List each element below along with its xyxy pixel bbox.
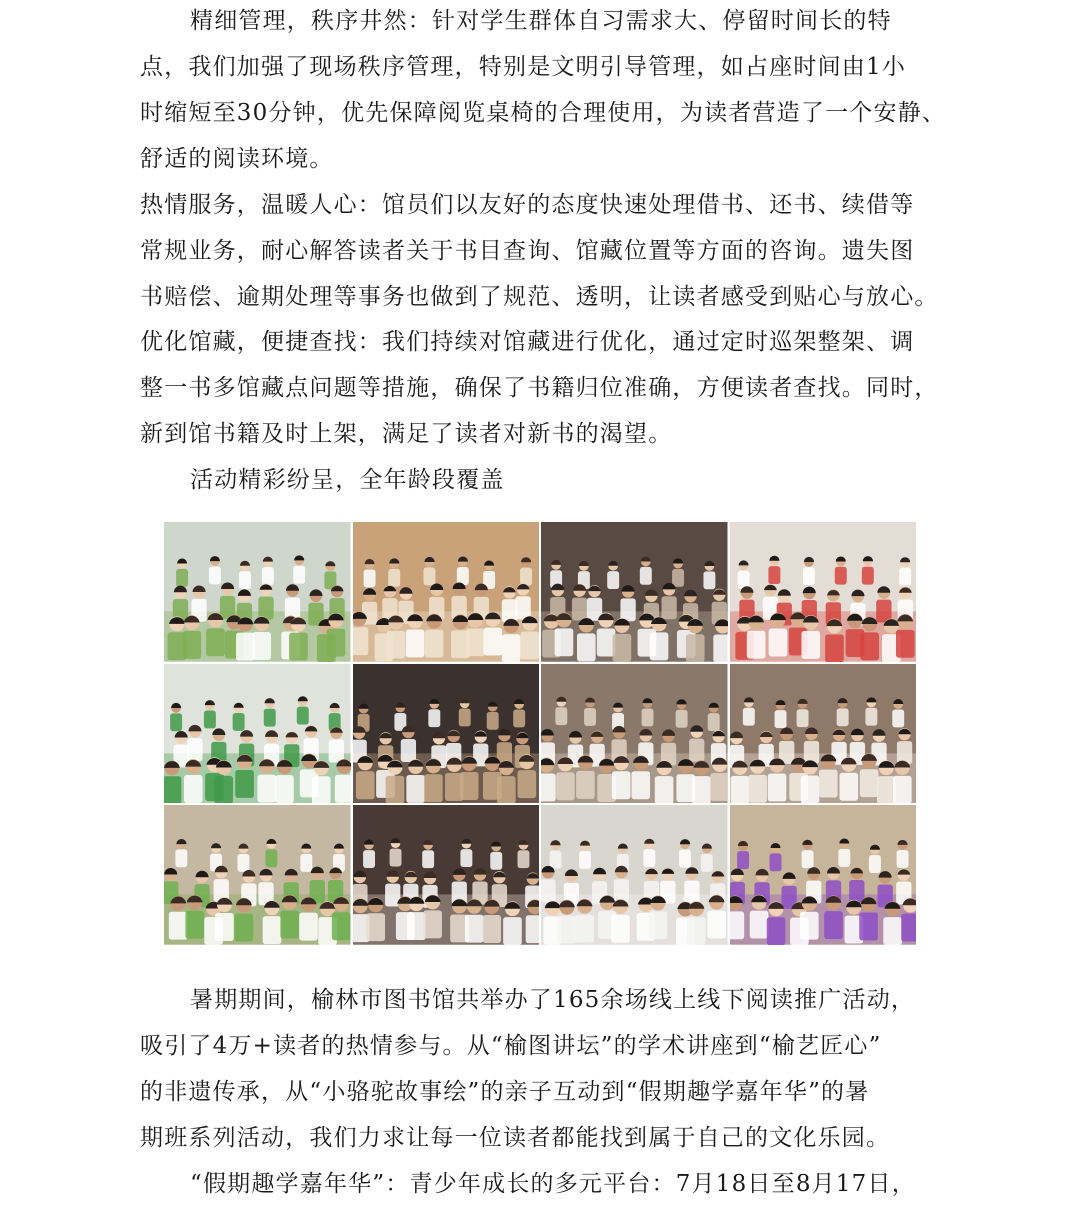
teacher-with-child-purple-photo [730,805,917,945]
lecture-hall-stage-photo [353,664,540,804]
p2-line-3: 书赔偿、逾期处理等事务也做到了规范、透明，让读者感受到贴心与放心。 [140,284,939,310]
p2-line-2: 常规业务，耐心解答读者关于书目查询、馆藏位置等方面的咨询。遗失图 [140,238,915,264]
auditorium-screen-photo [353,805,540,945]
lecture-audience-photo [541,664,728,804]
p3-line-3: 新到馆书籍及时上架，满足了读者对新书的渴望。 [140,421,673,447]
p1-line-1: 精细管理，秩序井然：针对学生群体自习需求大、停留时间长的特 [190,8,892,34]
children-holding-certificates-photo [541,805,728,945]
children-raising-cards-photo [353,522,540,662]
children-holding-drawings-photo [164,522,351,662]
p1-line-3: 时缩短至30分钟，优先保障阅览桌椅的合理使用，为读者营造了一个安静、 [140,100,947,126]
p3-line-2: 整一书多馆藏点问题等措施，确保了书籍归位准确，方便读者查找。同时， [140,375,939,401]
section-heading: 活动精彩纷呈，全年龄段覆盖 [190,467,505,493]
children-group-posing-photo [730,522,917,662]
p1-line-2: 点，我们加强了现场秩序管理，特别是文明引导管理，如占座时间由1小 [140,54,907,80]
adult-audience-seated-photo [730,664,917,804]
children-craft-table-photo [164,805,351,945]
auditorium-crowd-photo [541,522,728,662]
classroom-activity-photo [164,664,351,804]
activity-photo-collage [164,522,916,945]
p2-line-1: 热情服务，温暖人心：馆员们以友好的态度快速处理借书、还书、续借等 [140,192,915,218]
p4-line-3: 的非遗传承，从“小骆驼故事绘”的亲子互动到“假期趣学嘉年华”的暑 [140,1079,870,1105]
p4-line-1: 暑期期间，榆林市图书馆共举办了165余场线上线下阅读推广活动， [190,987,916,1013]
p5-line-1: “假期趣学嘉年华”：青少年成长的多元平台：7月18日至8月17日， [190,1171,916,1197]
p4-line-4: 期班系列活动，我们力求让每一位读者都能找到属于自己的文化乐园。 [140,1125,891,1151]
p1-line-4: 舒适的阅读环境。 [140,146,334,172]
p3-line-1: 优化馆藏，便捷查找：我们持续对馆藏进行优化，通过定时巡架整架、调 [140,329,915,355]
p4-line-2: 吸引了4万+读者的热情参与。从“榆图讲坛”的学术讲座到“榆艺匠心” [140,1033,882,1059]
